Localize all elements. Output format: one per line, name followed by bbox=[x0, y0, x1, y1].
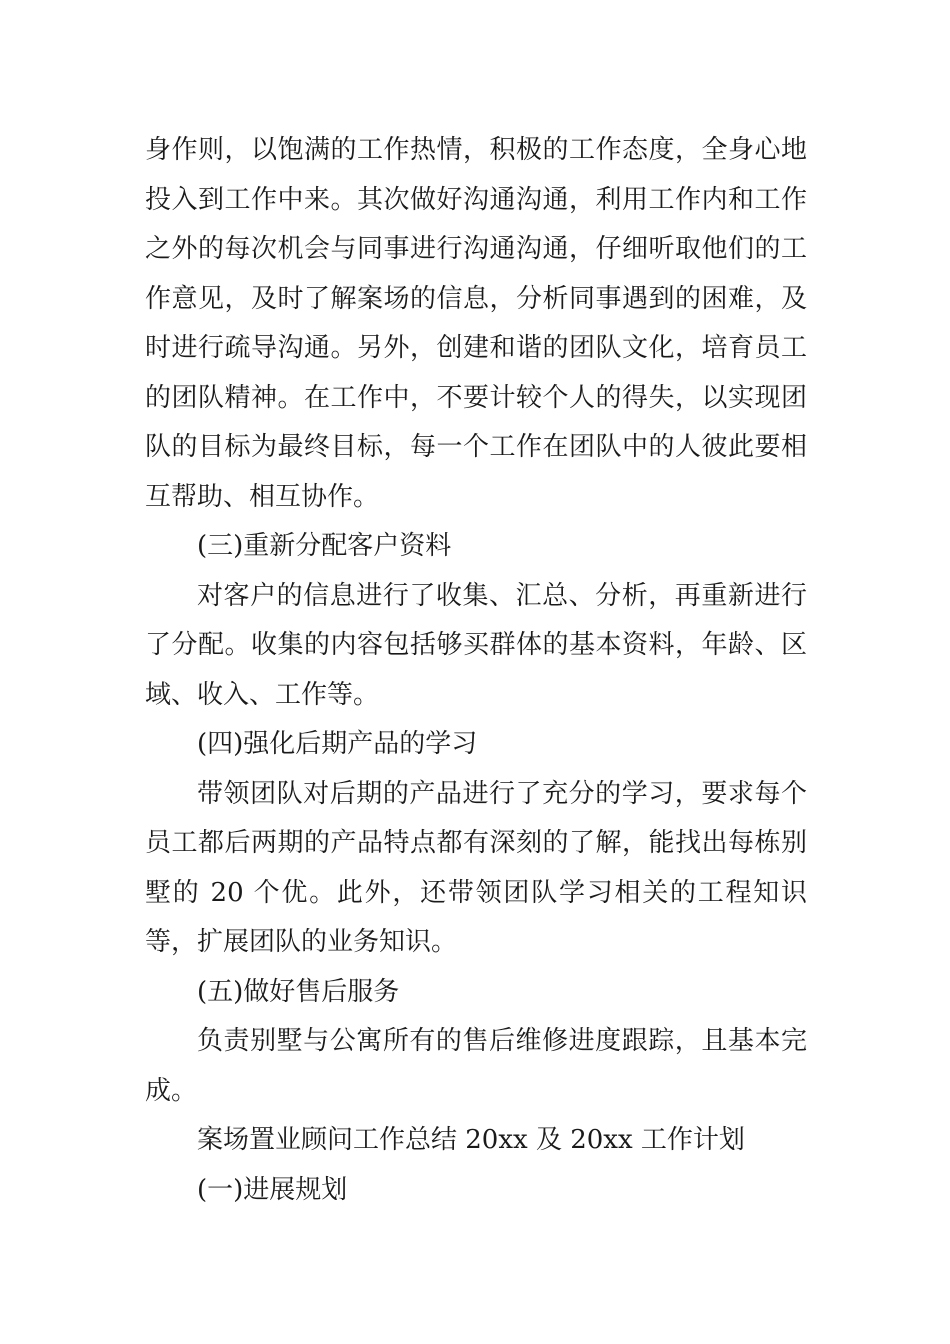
section-heading-4: (四)强化后期产品的学习 bbox=[197, 729, 478, 759]
document-subtitle: 案场置业顾问工作总结 20xx 及 20xx 工作计划 bbox=[197, 1125, 745, 1155]
paragraph-body: 带领团队对后期的产品进行了充分的学习，要求每个员工都后两期的产品特点都有深刻的了解，能找出每栋别墅的 20 个优。此外，还带领团队学习相关的工程知识等，扩展团队的业务知识。 bbox=[145, 778, 807, 957]
document-body bbox=[145, 126, 807, 1215]
section-heading-1: (一)进展规划 bbox=[197, 1174, 348, 1205]
paragraph-body: 身作则，以饱满的工作热情，积极的工作态度，全身心地投入到工作中来。其次做好沟通沟通，利用工作内和工作之外的每次机会与同事进行沟通沟通，仔细听取他们的工作意见，及时了解案场的信息，分析同事遇到的困难，及时进行疏导沟通。另外，创建和谐的团队文化，培育员工的团队精神。在工作中，不要计较个人的得失，以实现团队的目标为最终目标，每一个工作在团队中的人彼此要相互帮助、相互协作。 bbox=[145, 135, 807, 512]
paragraph-body: 对客户的信息进行了收集、汇总、分析，再重新进行了分配。收集的内容包括够买群体的基本资料，年龄、区域、收入、工作等。 bbox=[145, 580, 807, 710]
section-heading-3: (三)重新分配客户资料 bbox=[197, 531, 452, 561]
section-heading-5: (五)做好售后服务 bbox=[197, 976, 400, 1007]
paragraph-body: 负责别墅与公寓所有的售后维修进度跟踪，且基本完成。 bbox=[145, 1026, 807, 1106]
